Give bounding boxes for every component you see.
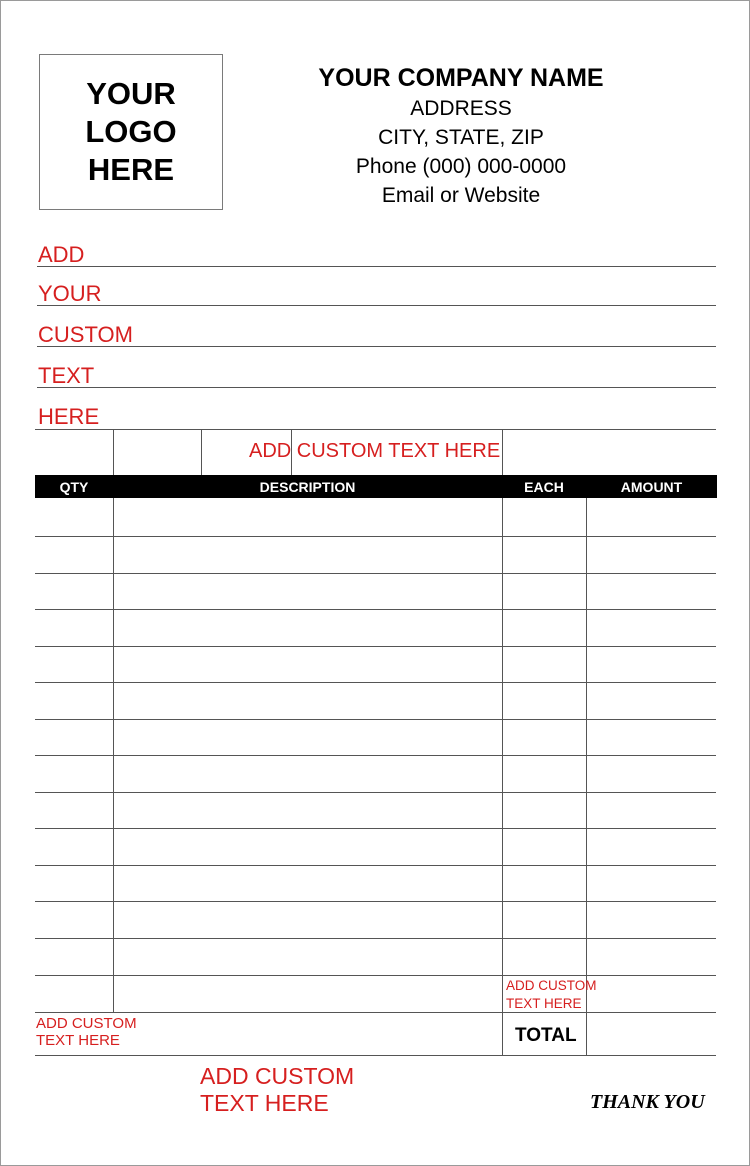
company-name: YOUR COMPANY NAME [318, 64, 604, 92]
info-divider [502, 430, 503, 475]
company-address: ADDRESS [410, 97, 512, 120]
left-custom-line: TEXT HERE [36, 1032, 120, 1049]
table-row [35, 719, 716, 720]
table-row [35, 646, 716, 647]
column-divider [502, 498, 503, 1055]
logo-placeholder [39, 54, 223, 210]
custom-line [37, 358, 716, 388]
line-items-table [35, 498, 716, 1055]
table-row [35, 536, 716, 537]
left-custom-text [36, 1015, 137, 1049]
custom-line-label: ADD [38, 242, 85, 267]
custom-line [37, 237, 716, 267]
custom-line [37, 399, 716, 429]
custom-line-label: CUSTOM [38, 322, 133, 347]
each-custom-text [506, 977, 597, 1013]
custom-line-label: TEXT [38, 363, 95, 388]
table-row [35, 609, 716, 610]
header-description: DESCRIPTION [259, 479, 356, 495]
info-divider [201, 430, 202, 475]
footer-custom-line: TEXT HERE [200, 1090, 329, 1116]
table-row [35, 828, 716, 829]
custom-line [37, 276, 716, 306]
logo-line: LOGO [85, 114, 177, 149]
table-row [35, 792, 716, 793]
company-email: Email or Website [381, 184, 541, 207]
table-bottom-line [35, 1055, 716, 1056]
table-row [35, 975, 716, 976]
table-row [35, 865, 716, 866]
custom-line [37, 317, 716, 347]
table-row [35, 901, 716, 902]
logo-line: YOUR [86, 76, 176, 111]
table-header [35, 475, 717, 498]
header-amount: AMOUNT [620, 479, 683, 495]
table-row [35, 682, 716, 683]
company-phone: Phone (000) 000-0000 [355, 155, 567, 178]
table-row [35, 755, 716, 756]
column-divider [586, 498, 587, 1055]
company-city-state-zip: CITY, STATE, ZIP [378, 126, 544, 149]
custom-line-label: HERE [38, 404, 100, 429]
table-row [35, 1012, 716, 1013]
footer-custom-text [200, 1063, 354, 1117]
thank-you-text: THANK YOU [590, 1091, 705, 1113]
footer-custom-line: ADD CUSTOM [200, 1063, 355, 1089]
each-custom-line: ADD CUSTOM [506, 978, 597, 993]
total-label: TOTAL [515, 1025, 577, 1046]
company-info [300, 62, 622, 210]
custom-line-label: YOUR [38, 281, 102, 306]
info-row-text: ADD CUSTOM TEXT HERE [249, 440, 501, 462]
logo-line: HERE [87, 152, 175, 187]
header-qty: QTY [59, 479, 89, 495]
header-each: EACH [524, 479, 564, 495]
table-row [35, 938, 716, 939]
table-row [35, 573, 716, 574]
each-custom-line: TEXT HERE [506, 996, 582, 1011]
info-divider [113, 430, 114, 475]
left-custom-line: ADD CUSTOM [36, 1015, 137, 1032]
